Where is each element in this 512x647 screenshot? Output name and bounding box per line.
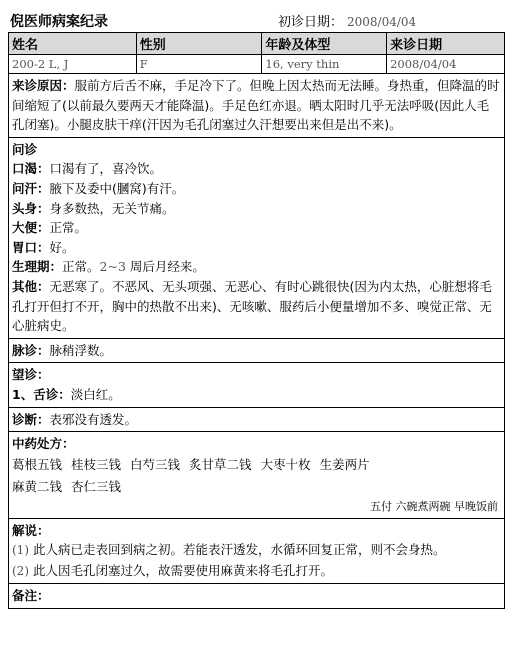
- patient-name: 200-2 L, J: [9, 55, 137, 74]
- explanation-item: (2) 此人因毛孔闭塞过久，故需要使用麻黄来将毛孔打开。: [12, 562, 333, 578]
- explanation-heading: 解说：: [12, 522, 50, 538]
- diagnosis-row: [9, 407, 505, 432]
- patient-age-build: 16, very thin: [262, 55, 387, 74]
- observation-section: [9, 363, 505, 407]
- page-title: 倪医师病案纪录: [10, 14, 108, 30]
- diagnosis-section: [9, 407, 505, 432]
- col-visit-date: 来诊日期: [387, 33, 505, 55]
- inquiry-row: [9, 137, 505, 338]
- herb-item: 桂枝三钱: [71, 456, 122, 472]
- patient-sex: F: [136, 55, 262, 74]
- pulse-label: 脉诊：: [12, 342, 50, 358]
- observation-heading: 望诊：: [12, 367, 50, 383]
- inquiry-section: [9, 137, 505, 338]
- herb-line: [12, 454, 501, 476]
- medical-record: [8, 8, 505, 609]
- col-name: 姓名: [9, 33, 137, 55]
- explanation-row: [9, 518, 505, 584]
- diagnosis-label: 诊断：: [12, 411, 50, 427]
- visit-reason-text: 服前方后舌不麻，手足冷下了。但晚上因太热而无法睡。身热重，但降温的时间缩短了(以前最久要两天才能降温)。手足色红亦退。晒太阳时几乎无法呼吸(因此人毛孔闭塞)。小腿皮肤干痒(汗因为毛孔闭塞过久汗想要出来但是出不来)。: [12, 78, 500, 133]
- first-visit-value: 2008/04/04: [347, 15, 417, 29]
- notes-label: 备注：: [12, 588, 50, 604]
- observation-row: [9, 363, 505, 407]
- herb-item: 炙甘草二钱: [189, 456, 252, 472]
- visit-date: 2008/04/04: [387, 55, 505, 74]
- herb-item: 大枣十枚: [260, 456, 311, 472]
- herb-item: 白芍三钱: [130, 456, 181, 472]
- observation-item: 1、舌诊：淡白红。: [12, 386, 121, 402]
- notes-row: [9, 584, 505, 609]
- prescription-section: [9, 432, 505, 519]
- inquiry-heading: 问诊: [12, 141, 38, 157]
- explanation-item: (1) 此人病已走表回到病之初。若能表汗透发，水循环回复正常，则不会身热。: [12, 542, 446, 558]
- visit-reason: [9, 74, 505, 138]
- visit-reason-row: [9, 74, 505, 138]
- herb-line: [12, 476, 501, 498]
- record-table: [8, 32, 505, 609]
- first-visit-label: 初诊日期：: [278, 15, 344, 30]
- pulse-section: [9, 338, 505, 363]
- inquiry-item: 其他：无恶寒了。不恶风、无头项强、无恶心、有时心跳很快(因为内太热，心脏想将毛孔打开但打不开，胸中的热散不出来)、无咳嗽、服药后小便量增加不多、嗅觉正常、无心脏病史。: [12, 278, 492, 334]
- prescription-row: [9, 432, 505, 519]
- inquiry-item: 问汗：腋下及委中(膕窝)有汗。: [12, 180, 185, 196]
- col-sex: 性别: [136, 33, 262, 55]
- inquiry-item: 口渴：口渴有了，喜冷饮。: [12, 161, 163, 177]
- herb-item: 杏仁三钱: [71, 478, 122, 494]
- inquiry-item: 胃口：好。: [12, 239, 75, 255]
- pulse-row: [9, 338, 505, 363]
- visit-reason-label: 来诊原因：: [12, 78, 75, 93]
- inquiry-item: 头身：身多数热，无关节痛。: [12, 200, 175, 216]
- col-age-build: 年龄及体型: [262, 33, 387, 55]
- inquiry-item: 生理期：正常。2~3 周后月经来。: [12, 259, 205, 275]
- diagnosis-text: 表邪没有透发。: [49, 411, 138, 427]
- herb-item: 葛根五钱: [12, 456, 63, 472]
- first-visit-date: [278, 11, 416, 30]
- info-header-row: [9, 33, 505, 55]
- dosage-instructions: 五付 六碗煮两碗 早晚饭前: [370, 499, 498, 513]
- prescription-heading: 中药处方：: [12, 436, 75, 452]
- pulse-text: 脉稍浮数。: [49, 342, 113, 358]
- herb-item: 麻黄二钱: [12, 478, 63, 494]
- herb-item: 生姜两片: [319, 456, 370, 472]
- inquiry-item: 大便：正常。: [12, 220, 88, 236]
- info-value-row: [9, 55, 505, 74]
- explanation-section: [9, 518, 505, 584]
- title-row: [8, 8, 505, 32]
- notes-section: [9, 584, 505, 609]
